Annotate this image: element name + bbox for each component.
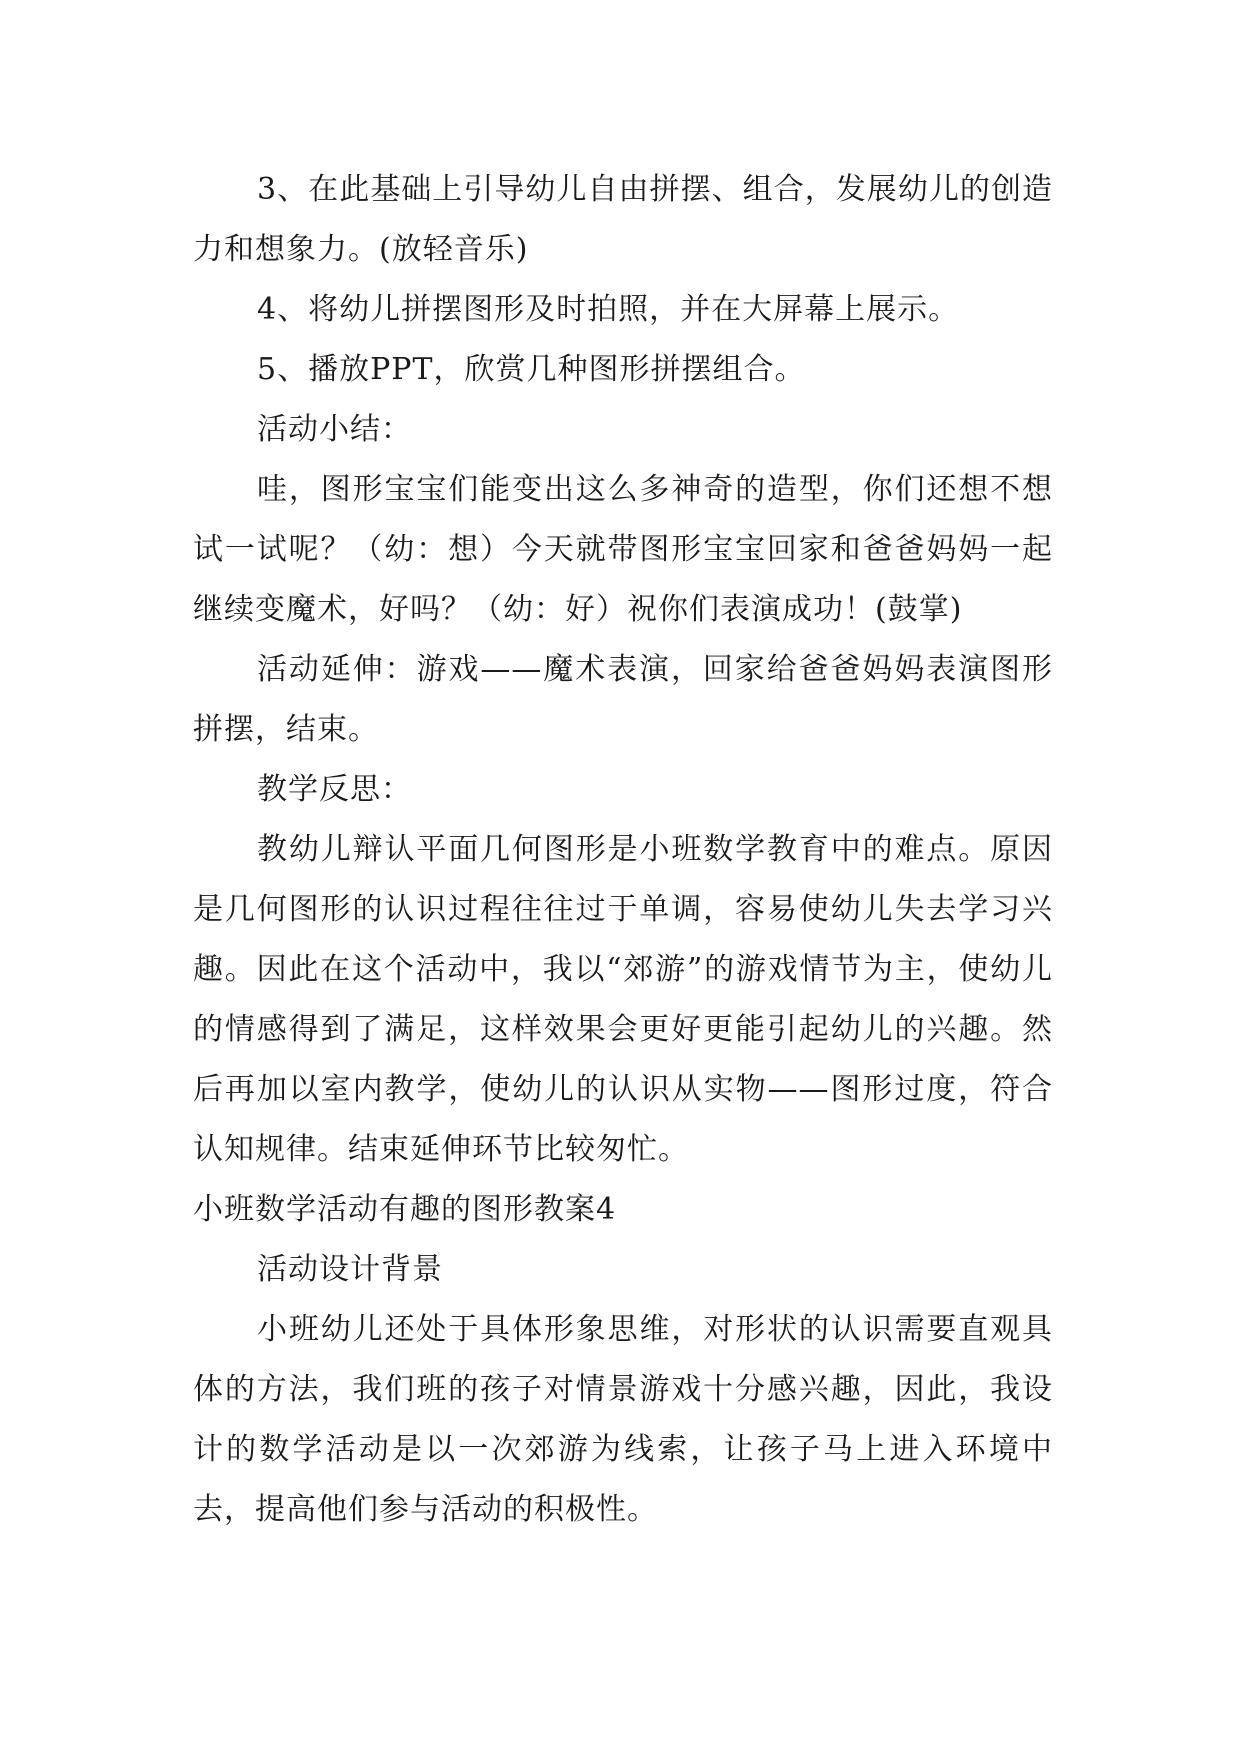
teaching-reflection-text: 教幼儿辩认平面几何图形是小班数学教育中的难点。原因是几何图形的认识过程往往过于单调，容易使幼儿失去学习兴趣。因此在这个活动中，我以“郊游”的游戏情节为主，使幼儿的情感得到了满足，这样效果会更好更能引起幼儿的兴趣。然后再加以室内教学，使幼儿的认识从实物——图形过度，符合认知规律。结束延伸环节比较匆忙。 (193, 832, 1053, 1167)
document-body (193, 160, 1053, 1540)
activity-summary-label: 活动小结： (257, 412, 412, 447)
activity-summary-text: 哇，图形宝宝们能变出这么多神奇的造型，你们还想不想试一试呢？（幼：想）今天就带图形宝宝回家和爸爸妈妈一起继续变魔术，好吗？（幼：好）祝你们表演成功！(鼓掌) (193, 472, 1053, 627)
paragraph-step-3: 3、在此基础上引导幼儿自由拼摆、组合，发展幼儿的创造力和想象力。(放轻音乐) (193, 172, 1053, 267)
paragraph-step-5: 5、播放PPT，欣赏几种图形拼摆组合。 (257, 352, 806, 387)
design-background-text: 小班幼儿还处于具体形象思维，对形状的认识需要直观具体的方法，我们班的孩子对情景游戏十分感兴趣，因此，我设计的数学活动是以一次郊游为线索，让孩子马上进入环境中去，提高他们参与活动的积极性。 (193, 1312, 1053, 1527)
paragraph-step-4: 4、将幼儿拼摆图形及时拍照，并在大屏幕上展示。 (257, 292, 960, 327)
design-background-label: 活动设计背景 (257, 1252, 443, 1287)
section-title: 小班数学活动有趣的图形教案4 (193, 1192, 617, 1227)
teaching-reflection-label: 教学反思： (257, 772, 412, 807)
activity-extension: 活动延伸：游戏——魔术表演，回家给爸爸妈妈表演图形拼摆，结束。 (193, 652, 1053, 747)
